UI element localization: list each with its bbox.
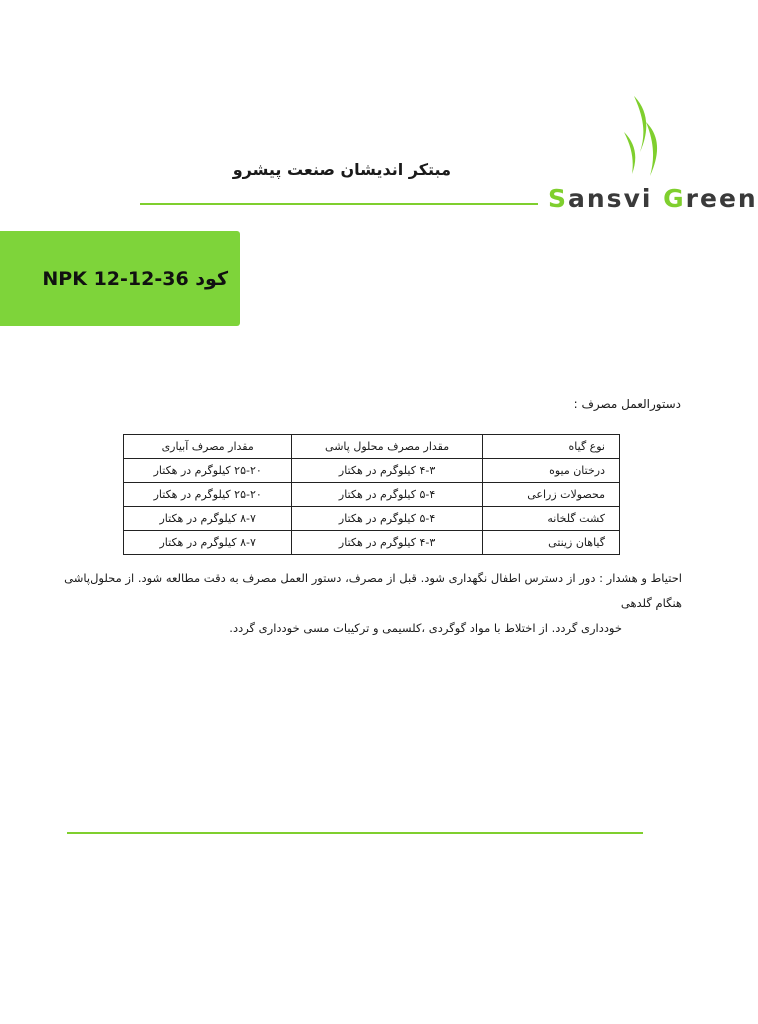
header-plant-type: نوع گیاه	[482, 435, 619, 459]
table-row	[124, 483, 620, 507]
cell-irrigation-amount: ۸-۷ کیلوگرم در هکتار	[124, 531, 292, 555]
header-irrigation-amount: مقدار مصرف آبیاری	[124, 435, 292, 459]
table-row	[124, 459, 620, 483]
product-code-title: کود NPK 12-12-36	[42, 268, 228, 290]
cell-foliar-amount: ۴-۳ کیلوگرم در هکتار	[292, 531, 482, 555]
company-name: مبتکر اندیشان صنعت پیشرو	[232, 160, 451, 179]
table-header-row	[124, 435, 620, 459]
cell-irrigation-amount: ۸-۷ کیلوگرم در هکتار	[124, 507, 292, 531]
warning-line-1: احتیاط و هشدار : دور از دسترس اطفال نگهداری شود. قبل از مصرف، دستور العمل مصرف به دقت مطالعه شود. از محلول‌پاشی هنگام گلدهی	[64, 571, 682, 610]
cell-plant-type: محصولات زراعی	[482, 483, 619, 507]
header-foliar-amount: مقدار مصرف محلول پاشی	[292, 435, 482, 459]
footer-divider	[67, 832, 643, 834]
brand-text-ansvi: ansvi	[568, 184, 664, 213]
brand-letter-g: G	[663, 184, 686, 213]
table-row	[124, 531, 620, 555]
warning-line-2: خودداری گردد. از اختلاط با مواد گوگردی ،کلسیمی و ترکیبات مسی خودداری گردد.	[229, 621, 622, 635]
warning-text	[50, 566, 682, 641]
flame-leaves-icon	[620, 92, 670, 180]
brand-text-reen: reen	[685, 184, 758, 213]
usage-table	[123, 434, 620, 555]
cell-foliar-amount: ۵-۴ کیلوگرم در هکتار	[292, 483, 482, 507]
cell-irrigation-amount: ۲۵-۲۰ کیلوگرم در هکتار	[124, 459, 292, 483]
cell-irrigation-amount: ۲۵-۲۰ کیلوگرم در هکتار	[124, 483, 292, 507]
usage-instructions-label: دستورالعمل مصرف :	[573, 397, 681, 411]
table-row	[124, 507, 620, 531]
brand-logo-text	[548, 186, 758, 211]
cell-foliar-amount: ۴-۳ کیلوگرم در هکتار	[292, 459, 482, 483]
brand-letter-s: S	[548, 184, 569, 213]
cell-foliar-amount: ۵-۴ کیلوگرم در هکتار	[292, 507, 482, 531]
cell-plant-type: درختان میوه	[482, 459, 619, 483]
cell-plant-type: گیاهان زینتی	[482, 531, 619, 555]
header-divider	[140, 203, 538, 205]
cell-plant-type: کشت گلخانه	[482, 507, 619, 531]
